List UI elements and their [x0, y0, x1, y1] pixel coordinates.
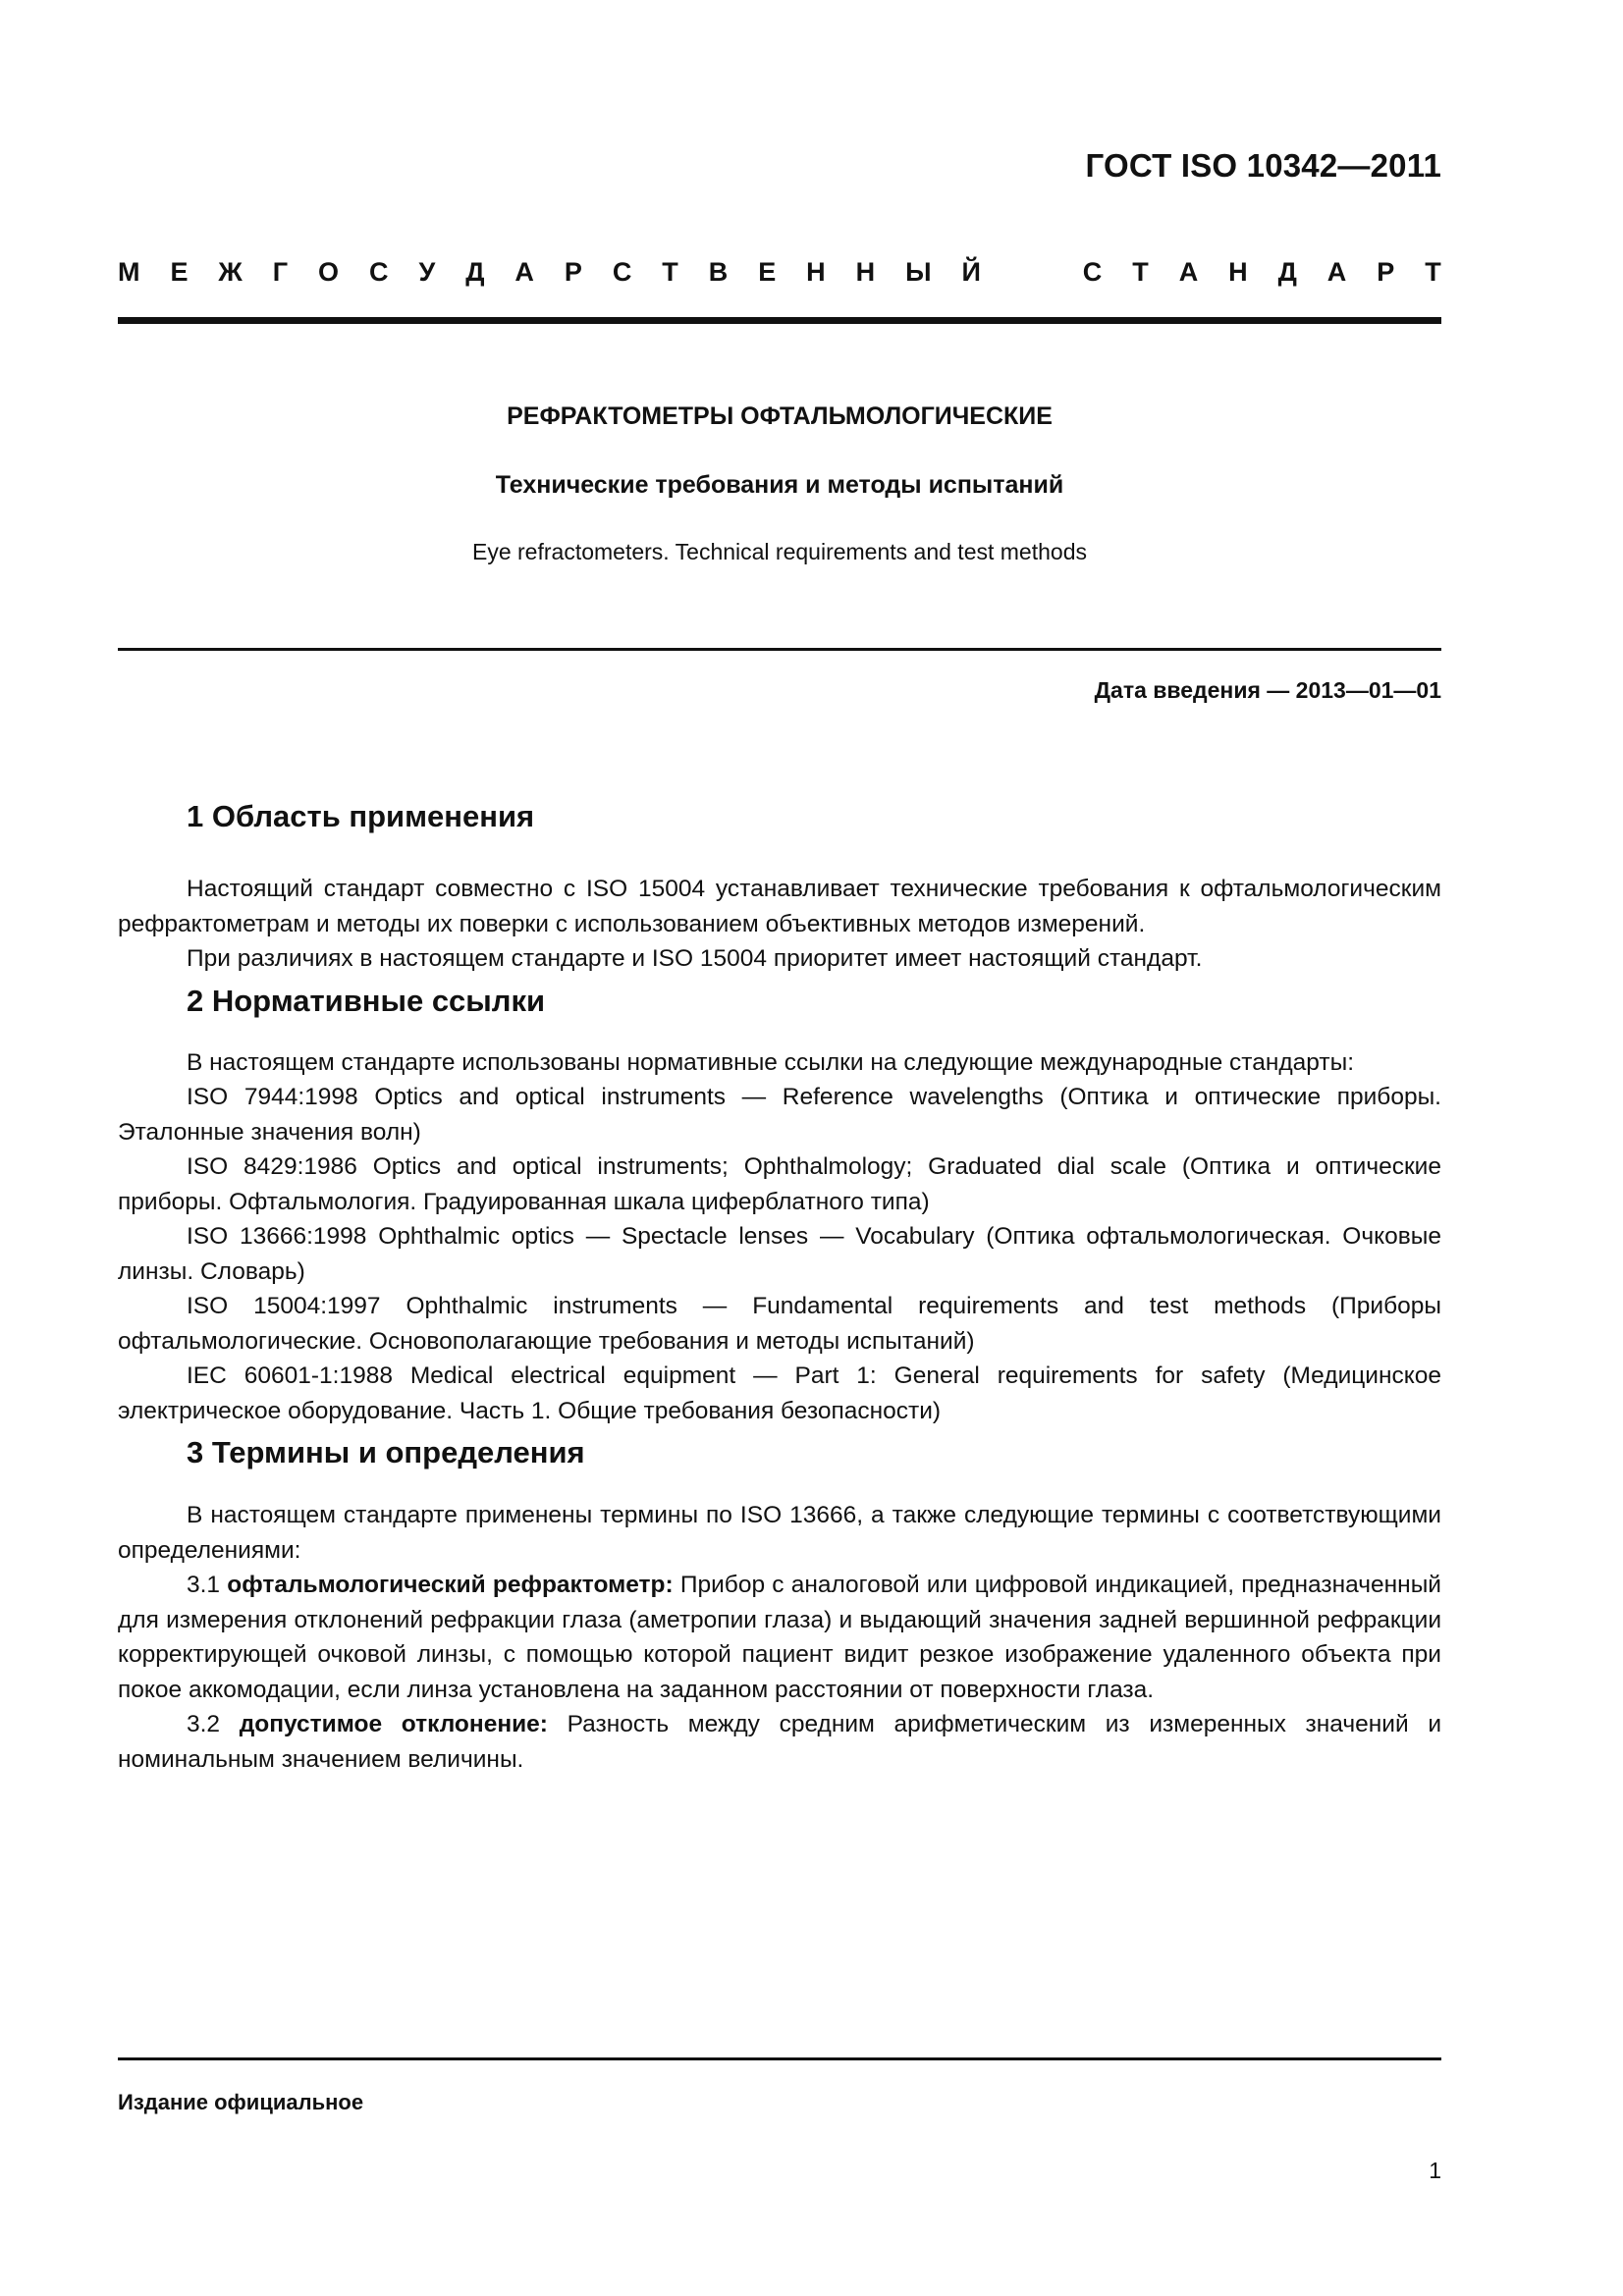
standard-type-letter: С — [1082, 257, 1103, 287]
normative-reference: ISO 15004:1997 Ophthalmic instruments — Fundamental requirements and test methods (Приборы офтальмологические. Основополагающие требования и методы испытаний) — [118, 1293, 1441, 1355]
introduction-date: Дата введения — 2013—01—01 — [1094, 677, 1441, 703]
standard-type-letter: Д — [1277, 257, 1297, 287]
standard-type-letter: А — [1326, 257, 1347, 287]
page-number: 1 — [1429, 2158, 1441, 2183]
document-subtitle: Технические требования и методы испытаний — [495, 471, 1064, 499]
standard-type-letter: Г — [272, 257, 289, 287]
standard-type-letter: Р — [1377, 257, 1395, 287]
document-body — [118, 792, 1441, 1777]
standard-type-letter: Р — [564, 257, 582, 287]
normative-reference: IEC 60601-1:1988 Medical electrical equipment — Part 1: General requirements for safety (Медицинское электрическое оборудование. Часть 1. Общие требования безопасности) — [118, 1362, 1441, 1424]
term-definition — [118, 1707, 1441, 1777]
edition-label: Издание официальное — [118, 2090, 364, 2114]
standard-type-letter: Н — [806, 257, 826, 287]
document-code: ГОСТ ISO 10342—2011 — [1085, 147, 1441, 184]
paragraph: В настоящем стандарте применены термины по ISO 13666, а также следующие термины с соответствующими определениями: — [118, 1502, 1441, 1564]
standard-type-letter: Ы — [905, 257, 932, 287]
normative-reference: ISO 7944:1998 Optics and optical instruments — Reference wavelengths (Оптика и оптические приборы. Эталонные значения волн) — [118, 1084, 1441, 1146]
standard-type-letter: Т — [1425, 257, 1441, 287]
standard-type-letter: А — [514, 257, 534, 287]
term-name: допустимое отклонение: — [239, 1711, 548, 1737]
term-number: 3.2 — [187, 1711, 221, 1737]
standard-type-letter: Й — [961, 257, 981, 287]
standard-type-letter: Е — [758, 257, 777, 287]
standard-type-letter: Н — [855, 257, 876, 287]
paragraph: При различиях в настоящем стандарте и ISO 15004 приоритет имеет настоящий стандарт. — [187, 945, 1203, 972]
normative-reference: ISO 13666:1998 Ophthalmic optics — Spectacle lenses — Vocabulary (Оптика офтальмологическая. Очковые линзы. Словарь) — [118, 1223, 1441, 1285]
word-gap — [1011, 257, 1053, 288]
standard-type-letter: С — [612, 257, 632, 287]
standard-type-letter: С — [369, 257, 389, 287]
document-title-english: Eye refractometers. Technical requirements and test methods — [472, 539, 1087, 564]
term-name: офтальмологический рефрактометр: — [227, 1572, 674, 1598]
term-definition — [118, 1568, 1441, 1707]
term-number: 3.1 — [187, 1572, 221, 1598]
standard-type-letter: Т — [662, 257, 678, 287]
standard-type-letter: Н — [1228, 257, 1248, 287]
section-heading: 1 Область применения — [187, 799, 535, 833]
standard-type-letter: У — [418, 257, 436, 287]
standard-type-letter: В — [708, 257, 729, 287]
paragraph: Настоящий стандарт совместно с ISO 15004 устанавливает технические требования к офтальмологическим рефрактометрам и методы их поверки с использованием объективных методов измерений. — [118, 876, 1441, 937]
normative-reference: ISO 8429:1986 Optics and optical instruments; Ophthalmology; Graduated dial scale (Оптика и оптические приборы. Офтальмология. Градуированная шкала циферблатного типа) — [118, 1153, 1441, 1215]
standard-type-letter: Т — [1132, 257, 1149, 287]
standard-type-line — [118, 257, 1441, 288]
standard-type-letter: Е — [170, 257, 189, 287]
standard-type-letter: А — [1178, 257, 1199, 287]
term-text: Разность между средним арифметическим из измеренных значений и номинальным значением величины. — [118, 1711, 1442, 1773]
paragraph: В настоящем стандарте использованы нормативные ссылки на следующие международные стандарты: — [187, 1048, 1355, 1076]
standard-type-letter: М — [118, 257, 140, 287]
header-divider — [118, 317, 1441, 324]
document-page — [118, 0, 1441, 2296]
standard-type-letter: О — [318, 257, 340, 287]
section-heading: 3 Термины и определения — [187, 1435, 585, 1469]
footer-divider — [118, 2057, 1441, 2060]
document-title: РЕФРАКТОМЕТРЫ ОФТАЛЬМОЛОГИЧЕСКИЕ — [507, 402, 1053, 430]
title-divider — [118, 648, 1441, 651]
section-heading: 2 Нормативные ссылки — [187, 983, 546, 1018]
standard-type-letter: Д — [465, 257, 485, 287]
standard-type-letter: Ж — [218, 257, 243, 287]
term-text: Прибор с аналоговой или цифровой индикацией, предназначенный для измерения отклонений рефракции глаза (аметропии глаза) и выдающий значения задней вершинной рефракции корректирующей очковой линзы, с помощью которой пациент видит резкое изображение удаленного объекта при покое аккомодации, если линза установлена на заданном расстоянии от поверхности глаза. — [118, 1572, 1441, 1703]
